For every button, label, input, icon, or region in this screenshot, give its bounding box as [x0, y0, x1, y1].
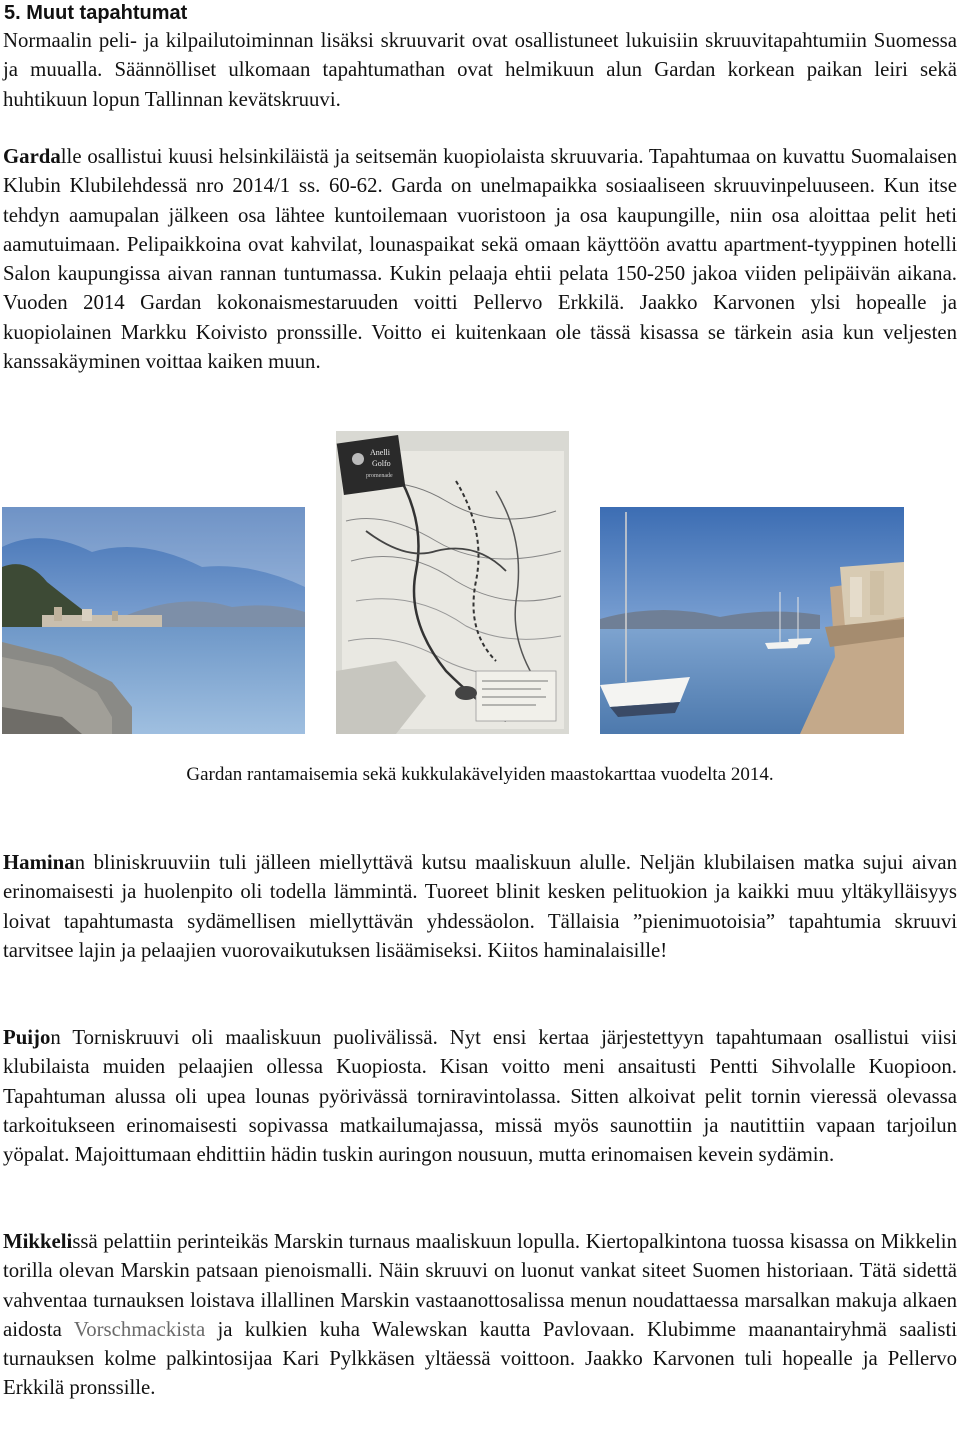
mikkeli-text-a: ssä pelattiin perinteikäs Marskin turnaus maaliskuun lopulla. Kiertopalkintona tuossa kisassa on Mikkelin torilla olevan Marskin patsaan pienoismalli. Näin skruuvi on luonut vankat siteet Suomen historiaan. Tätä sidettä vahventaa turnauksen loistava illallinen Marskin vastaanottosalissa menun noudattaessa marsalkan makuja alkaen aidosta [3, 1230, 957, 1341]
mikkeli-lead: Mikkeli [3, 1230, 73, 1253]
section-title: 5. Muut tapahtumat [4, 2, 188, 24]
puijo-lead: Puijo [3, 1026, 51, 1049]
puijo-paragraph [3, 1023, 957, 1169]
map-label-line1: Anelli [370, 448, 390, 457]
figure-caption: Gardan rantamaisemia sekä kukkulakävelyiden maastokarttaa vuodelta 2014. [186, 764, 774, 785]
intro-paragraph: Normaalin peli- ja kilpailutoiminnan lisäksi skruuvarit ovat osallistuneet lukuisiin skruuvitapahtumiin Suomessa ja muualla. Säännölliset ulkomaan tapahtumathan ovat helmikuun alun Gardan korkean paikan leiri sekä huhtikuun lopun Tallinnan kevätskruuvi. [3, 29, 957, 111]
garda-paragraph [3, 142, 957, 376]
hamina-text: n bliniskruuviin tuli jälleen miellyttävä kutsu maaliskuun alulle. Neljän klubilaisen matka sujui aivan erinomaisesti ja huolenpito oli todella lämmintä. Tuoreet blinit kesken pelituokion ja kaikki muu yltäkylläisyys loivat tapahtumasta sydämellisen miellyttävän yhdessäolon. Tällaisia ”pienimuotoisia” tapahtumia skruuvi tarvitsee lajin ja pelaajien vuorovaikutuksen lisäämiseksi. Kiitos haminalaisille! [3, 851, 957, 962]
mikkeli-paragraph [3, 1227, 957, 1403]
salo-harbor-photo [600, 507, 904, 734]
map-label-line3: promenade [366, 473, 393, 479]
vorschmack-highlight: Vorschmackista [73, 1317, 206, 1341]
mikkeli-text-b: ja kulkien kuha Walewskan kautta Pavlovaan. Klubimme maanantairyhmä saalisti turnauksen kolme palkintosijaa Kari Pylkkäsen yltäessä voittoon. Jaakko Karvonen tuli hopealle ja Pellervo Erkkilä pronssille. [3, 1317, 957, 1400]
garda-lead: Garda [3, 145, 61, 168]
hamina-paragraph [3, 848, 957, 965]
garda-lakeside-photo [2, 507, 305, 734]
map-label-line2: Golfo [372, 459, 391, 468]
hiking-map-photo [336, 431, 569, 734]
hamina-lead: Hamina [3, 851, 75, 874]
puijo-text: n Torniskruuvi oli maaliskuun puolivälissä. Nyt ensi kertaa järjestettyyn tapahtumaan osallistui viisi klubilaista muiden pelaajien ollessa Kuopiosta. Kisan voitto meni ansaitusti Pentti Sihvolalle Kuopioon. Tapahtuman alussa oli upea lounas pyörivässä torniravintolassa. Sitten alkoivat pelit tornin vieressä olevassa tarkoitukseen erinomaisesti sopivassa matkailumajassa, missä myös saunottiin ja nautittiin vapaan tarjoilun yöpalat. Majoittumaan ehdittiin hädin tuskin auringon nousuun, mutta erinomaisen kevein sydämin. [3, 1026, 957, 1167]
garda-text: lle osallistui kuusi helsinkiläistä ja seitsemän kuopiolaista skruuvaria. Tapahtumaa on kuvattu Suomalaisen Klubin Klubilehdessä nro 2014/1 ss. 60-62. Garda on unelmapaikka sosiaaliseen skruuvinpeluuseen. Kun itse tehdyn aamupalan jälkeen osa lähtee kuntoilemaan vuoristoon ja osa kaupungille, niin osa aloittaa pelit heti aamutuimaan. Pelipaikkoina ovat kahvilat, lounaspaikat sekä omaan käyttöön avattu apartment-tyyppinen hotelli Salon kaupungissa aivan rannan tuntumassa. Kukin pelaaja ehtii pelata 150-250 jakoa viiden pelipäivän aikana. Vuoden 2014 Gardan kokonaismestaruuden voitti Pellervo Erkkilä. Jaakko Karvonen ylsi hopealle ja kuopiolainen Markku Koivisto pronssille. Voitto ei kuitenkaan ole tässä kisassa se tärkein asia kun veljesten kanssakäyminen voittaa kaiken muun. [3, 145, 957, 374]
